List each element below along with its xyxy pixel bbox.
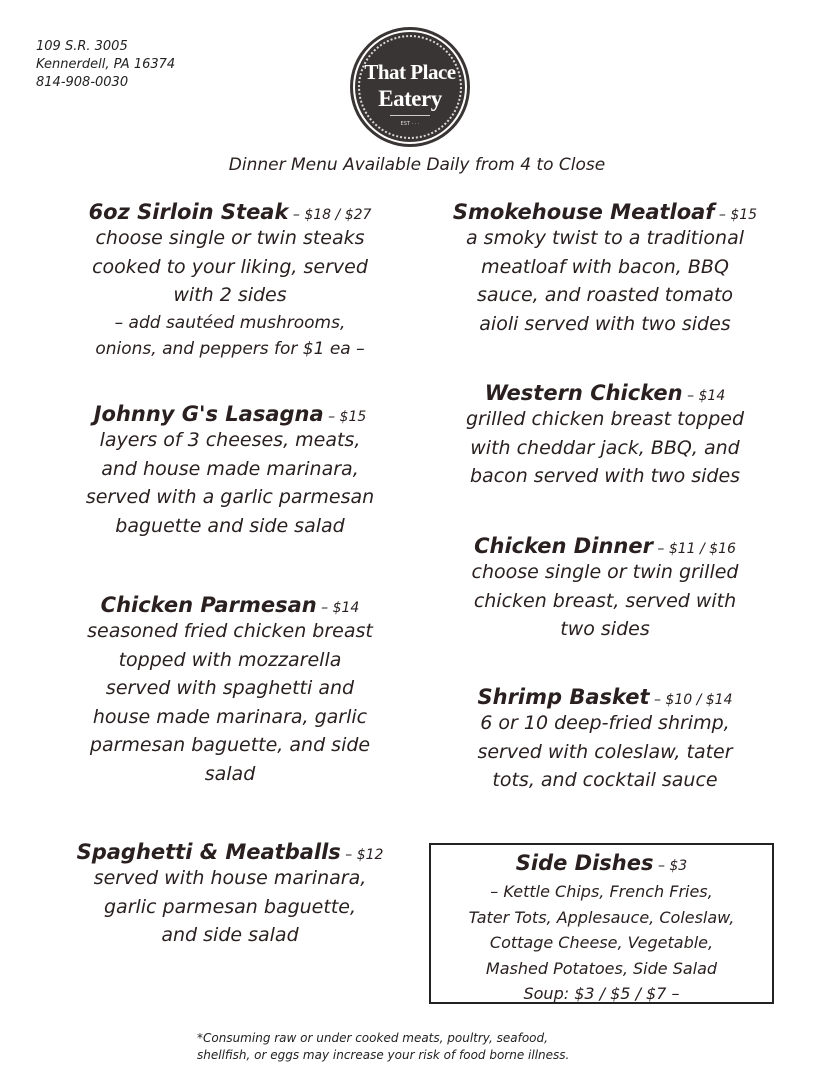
item-name: Shrimp Basket bbox=[477, 685, 650, 709]
item-note-line: – add sautéed mushrooms, bbox=[114, 312, 346, 333]
menu-item-chicken-parmesan bbox=[40, 593, 420, 788]
item-desc-line: choose single or twin steaks bbox=[95, 227, 365, 249]
menu-item-sirloin bbox=[40, 200, 420, 362]
sides-line: – Kettle Chips, French Fries, bbox=[490, 882, 713, 901]
footnote-line: *Consuming raw or under cooked meats, poultry, seafood, bbox=[197, 1031, 548, 1045]
menu-item-chicken-dinner bbox=[420, 534, 790, 644]
item-desc-line: meatloaf with bacon, BBQ bbox=[481, 255, 729, 278]
menu-item-western-chicken bbox=[420, 381, 790, 491]
address-phone: 814-908-0030 bbox=[36, 75, 129, 90]
item-name: Western Chicken bbox=[484, 381, 683, 405]
item-desc-line: with 2 sides bbox=[173, 284, 287, 306]
item-desc-line: served with a garlic parmesan bbox=[85, 486, 375, 508]
item-desc-line: served with spaghetti and bbox=[105, 677, 355, 699]
item-price: – $15 bbox=[323, 409, 367, 425]
item-desc-line: 6 or 10 deep-fried shrimp, bbox=[480, 712, 730, 734]
item-desc-line: served with house marinara, bbox=[93, 867, 367, 889]
item-desc-line: choose single or twin grilled bbox=[471, 561, 739, 583]
item-price: – $18 / $27 bbox=[288, 207, 372, 223]
sides-line: Mashed Potatoes, Side Salad bbox=[485, 958, 718, 978]
item-desc-line: bacon served with two sides bbox=[469, 465, 741, 487]
item-note-line: onions, and peppers for $1 ea – bbox=[95, 338, 365, 359]
item-desc-line: baguette and side salad bbox=[115, 514, 345, 537]
sides-line: Soup: $3 / $5 / $7 – bbox=[523, 984, 680, 1003]
item-name: 6oz Sirloin Steak bbox=[88, 200, 289, 224]
restaurant-address bbox=[36, 38, 175, 92]
item-desc-line: cooked to your liking, served bbox=[92, 255, 368, 278]
side-dishes-box bbox=[429, 843, 774, 1004]
footnote-line: shellfish, or eggs may increase your risk of food borne illness. bbox=[197, 1048, 570, 1062]
menu-item-meatloaf bbox=[420, 200, 790, 338]
menu-item-shrimp-basket bbox=[420, 685, 790, 795]
logo-line-1: That Place bbox=[364, 60, 456, 84]
logo-divider bbox=[390, 115, 430, 116]
item-desc-line: sauce, and roasted tomato bbox=[476, 284, 734, 306]
item-desc-line: with cheddar jack, BBQ, and bbox=[470, 436, 740, 459]
logo-est: EST · · · bbox=[400, 121, 420, 127]
item-name: Chicken Dinner bbox=[474, 534, 653, 558]
item-price: – $15 bbox=[714, 207, 758, 223]
item-desc-line: topped with mozzarella bbox=[118, 648, 342, 671]
item-desc-line: and side salad bbox=[161, 924, 299, 946]
item-desc-line: served with coleslaw, tater bbox=[477, 740, 733, 763]
restaurant-logo bbox=[353, 30, 467, 144]
item-name: Spaghetti & Meatballs bbox=[76, 840, 341, 864]
item-price: – $14 bbox=[316, 600, 360, 616]
logo-line-2: Eatery bbox=[378, 86, 442, 111]
sides-line: Cottage Cheese, Vegetable, bbox=[489, 933, 714, 952]
sides-price: – $3 bbox=[653, 858, 688, 874]
item-price: – $10 / $14 bbox=[649, 692, 733, 708]
address-city: Kennerdell, PA 16374 bbox=[36, 57, 176, 72]
item-desc-line: a smoky twist to a traditional bbox=[465, 227, 744, 249]
item-desc-line: tots, and cocktail sauce bbox=[492, 769, 718, 791]
menu-item-lasagna bbox=[40, 402, 420, 540]
sides-name: Side Dishes bbox=[515, 851, 654, 875]
item-desc-line: chicken breast, served with bbox=[473, 589, 737, 612]
item-desc-line: aioli served with two sides bbox=[479, 312, 731, 335]
item-name: Johnny G's Lasagna bbox=[93, 402, 324, 426]
food-safety-footnote bbox=[197, 1030, 569, 1064]
item-name: Chicken Parmesan bbox=[100, 593, 317, 617]
item-price: – $14 bbox=[682, 388, 726, 404]
item-price: – $12 bbox=[340, 847, 384, 863]
item-desc-line: house made marinara, garlic bbox=[92, 705, 368, 728]
item-desc-line: seasoned fried chicken breast bbox=[87, 620, 373, 642]
item-desc-line: and house made marinara, bbox=[101, 457, 359, 480]
sides-line: Tater Tots, Applesauce, Coleslaw, bbox=[468, 907, 735, 927]
item-desc-line: garlic parmesan baguette, bbox=[103, 895, 357, 918]
item-desc-line: two sides bbox=[560, 618, 650, 640]
item-desc-line: parmesan baguette, and side bbox=[89, 734, 371, 756]
item-desc-line: layers of 3 cheeses, meats, bbox=[99, 429, 361, 451]
menu-item-spaghetti bbox=[40, 840, 420, 950]
item-desc-line: grilled chicken breast topped bbox=[465, 408, 745, 430]
menu-subtitle: Dinner Menu Available Daily from 4 to Close bbox=[228, 155, 606, 175]
item-name: Smokehouse Meatloaf bbox=[452, 200, 715, 224]
item-desc-line: salad bbox=[204, 762, 256, 785]
item-price: – $11 / $16 bbox=[652, 541, 736, 557]
address-street: 109 S.R. 3005 bbox=[36, 39, 128, 54]
